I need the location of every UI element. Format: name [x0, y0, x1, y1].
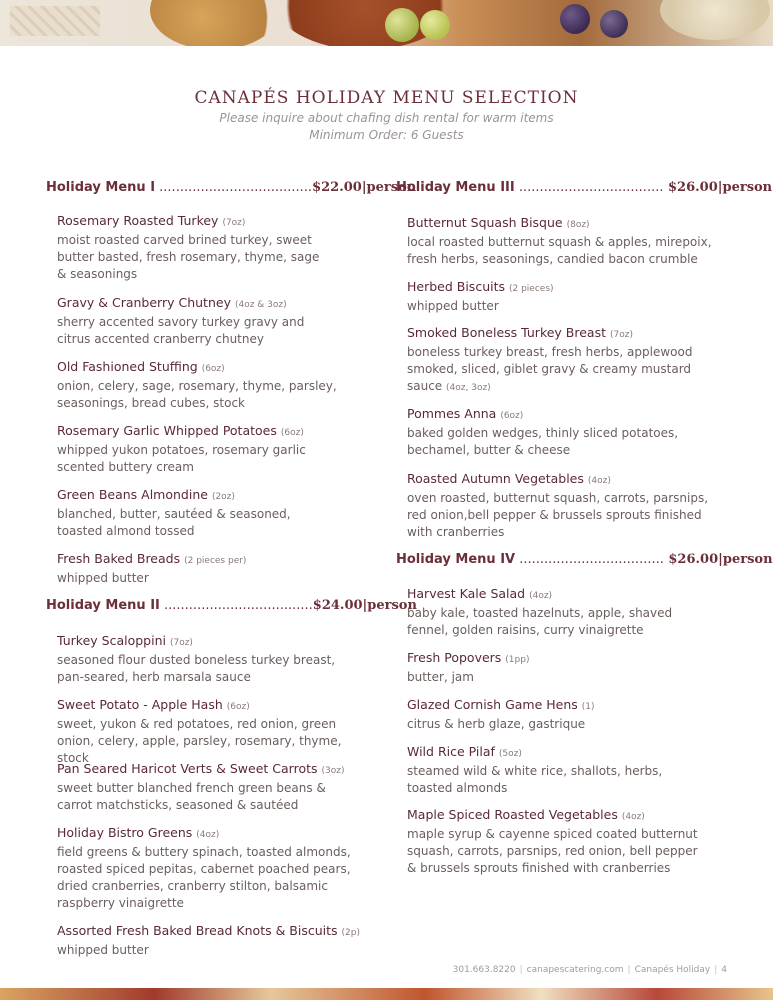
- menu-item: Assorted Fresh Baked Bread Knots & Biscuits (2p) whipped butter: [57, 923, 361, 957]
- menu-item: Fresh Popovers (1pp) butter, jam: [407, 650, 530, 684]
- minimum-order-note: Minimum Order: 6 Guests: [309, 128, 464, 142]
- menu-item: Pommes Anna (6oz) baked golden wedges, thinly sliced potatoes, bechamel, butter & cheese: [407, 406, 679, 457]
- menu-item: Green Beans Almondine (2oz) blanched, butter, sautéed & seasoned, toasted almond tossed: [57, 487, 291, 538]
- menu-header-3: Holiday Menu III ................................... $26.00|person: [396, 180, 773, 195]
- menu-header-4: Holiday Menu IV ................................... $26.00|person: [396, 552, 773, 567]
- menu-item: Wild Rice Pilaf (5oz) steamed wild & white rice, shallots, herbs, toasted almonds: [407, 744, 663, 795]
- menu-item: Sweet Potato - Apple Hash (6oz) sweet, yukon & red potatoes, red onion, green onion, celery, apple, parsley, rosemary, thyme, stock: [57, 697, 342, 765]
- menu-item: Rosemary Garlic Whipped Potatoes (6oz) whipped yukon potatoes, rosemary garlic scented buttery cream: [57, 423, 306, 474]
- page-title: CANAPÉS HOLIDAY MENU SELECTION: [194, 88, 579, 108]
- menu-item: Harvest Kale Salad (4oz) baby kale, toasted hazelnuts, apple, shaved fennel, golden raisins, curry vinaigrette: [407, 586, 673, 637]
- menu-header-2: Holiday Menu II ....................................$24.00|person: [46, 598, 417, 613]
- menu-item: Pan Seared Haricot Verts & Sweet Carrots (3oz) sweet butter blanched french green beans & carrot matchsticks, seasoned & sautéed: [57, 761, 345, 812]
- top-food-banner: [0, 0, 773, 46]
- bottom-food-banner: [0, 988, 773, 1000]
- menu-item: Glazed Cornish Game Hens (1) citrus & herb glaze, gastrique: [407, 697, 595, 731]
- menu-item: Fresh Baked Breads (2 pieces per) whipped butter: [57, 551, 247, 585]
- footer-doc-title: Canapés Holiday: [634, 965, 711, 975]
- menu-item: Rosemary Roasted Turkey (7oz) moist roasted carved brined turkey, sweet butter basted, fresh rosemary, thyme, sage & seasonings: [57, 213, 320, 281]
- chafing-note: Please inquire about chafing dish rental for warm items: [219, 111, 554, 125]
- menu-item: Maple Spiced Roasted Vegetables (4oz) maple syrup & cayenne spiced coated butternut squash, carrots, parsnips, red onion, bell pepper & brussels sprouts finished with cranberries: [407, 807, 698, 875]
- menu-item: Old Fashioned Stuffing (6oz) onion, celery, sage, rosemary, thyme, parsley, seasonings, bread cubes, stock: [57, 359, 337, 410]
- menu-item: Gravy & Cranberry Chutney (4oz & 3oz) sherry accented savory turkey gravy and citrus accented cranberry chutney: [57, 295, 305, 346]
- menu-item: Roasted Autumn Vegetables (4oz) oven roasted, butternut squash, carrots, parsnips, red onion,bell pepper & brussels sprouts finished with cranberries: [407, 471, 709, 539]
- page-number: 4: [721, 965, 727, 975]
- footer-website[interactable]: canapescatering.com: [526, 965, 624, 975]
- menu-item: Smoked Boneless Turkey Breast (7oz) boneless turkey breast, fresh herbs, applewood smoked, sliced, giblet gravy & creamy mustard sauce (4oz, 3oz): [407, 325, 693, 393]
- page-footer: 301.663.8220 | canapescatering.com | Canapés Holiday | 4: [452, 965, 727, 975]
- menu-item: Butternut Squash Bisque (8oz) local roasted butternut squash & apples, mirepoix, fresh herbs, seasonings, candied bacon crumble: [407, 215, 712, 266]
- menu-header-1: Holiday Menu I .....................................$22.00|person: [46, 180, 417, 195]
- menu-item: Herbed Biscuits (2 pieces) whipped butter: [407, 279, 554, 313]
- footer-phone: 301.663.8220: [452, 965, 516, 975]
- menu-item: Turkey Scaloppini (7oz) seasoned flour dusted boneless turkey breast, pan-seared, herb marsala sauce: [57, 633, 336, 684]
- menu-item: Holiday Bistro Greens (4oz) field greens & buttery spinach, toasted almonds, roasted spiced pepitas, cabernet poached pears, dried cranberries, cranberry stilton, balsamic raspberry vinaigrette: [57, 825, 351, 910]
